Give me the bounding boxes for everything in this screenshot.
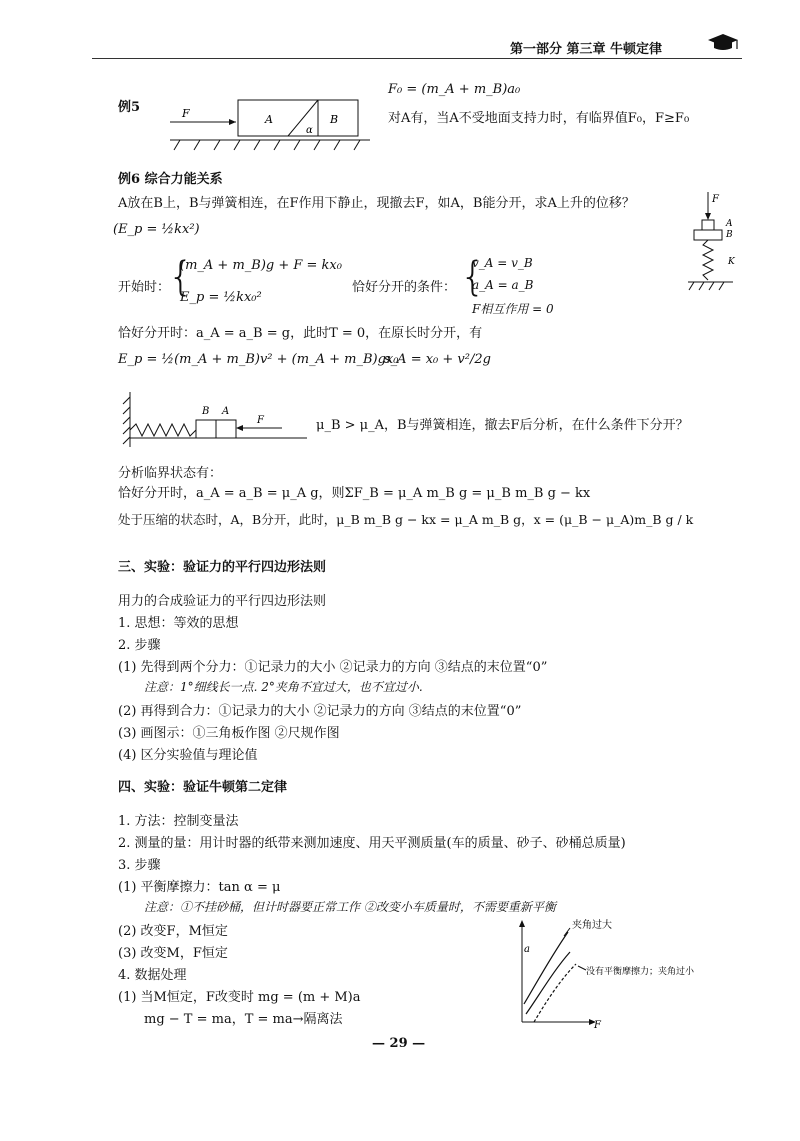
section4-item: (3) 改变M，F恒定 [118, 946, 228, 961]
section4-item: 4. 数据处理 [118, 968, 187, 983]
example5-label: 例5 [118, 100, 141, 115]
spring [703, 240, 713, 280]
friction-figure [122, 392, 312, 452]
block-a [702, 220, 714, 230]
block-b [196, 420, 216, 438]
section4-item: 3. 步骤 [118, 858, 161, 873]
energy-hint: (E_p = ½kx²) [113, 222, 200, 237]
block-a-label: A [265, 113, 273, 126]
block-b-label: B [330, 113, 339, 126]
curve-upper [524, 932, 568, 1004]
block-a-label: A [222, 406, 230, 417]
start-eq2: E_p = ½kx₀² [180, 290, 262, 305]
running-header: 第一部分 第三章 牛顿定律 [510, 42, 663, 57]
section4-item: mg − T = ma，T = ma→隔离法 [144, 1012, 343, 1027]
start-eq1: (m_A + m_B)g + F = kx₀ [180, 258, 342, 273]
section3-item: (3) 画图示：①三角板作图 ②尺规作图 [118, 726, 340, 741]
friction-question: μ_B > μ_A，B与弹簧相连，撤去F后分析，在什么条件下分开？ [316, 418, 689, 433]
section3-intro: 用力的合成验证力的平行四边形法则 [118, 594, 327, 609]
label-angle-too-large: 夹角过大 [572, 920, 612, 931]
page-number: — 29 — [372, 1036, 426, 1051]
block-a [216, 420, 236, 438]
section3-item: (1) 先得到两个分力：①记录力的大小 ②记录力的方向 ③结点的末位置“0” [118, 660, 548, 675]
start-brace: { [168, 254, 194, 300]
start-label: 开始时： [118, 280, 171, 295]
example5-text: 对A有，当A不受地面支持力时，有临界值F₀，F≥F₀ [388, 111, 690, 126]
section4-item: 1. 方法：控制变量法 [118, 814, 239, 829]
analysis-line2: 处于压缩的状态时，A，B分开，此时，μ_B m_B g − kx = μ_A m_B g，x = (μ_B − μ_A)m_B g / k [118, 512, 694, 527]
angle-label: α [306, 125, 313, 136]
graduation-cap-icon [706, 32, 740, 52]
block-a-label: A [726, 219, 733, 229]
label-no-friction-balance: 没有平衡摩擦力；夹角过小 [586, 967, 695, 977]
section3-item: 2. 步骤 [118, 638, 161, 653]
section4-item: (1) 平衡摩擦力：tan α = μ [118, 880, 281, 895]
section3-item: (2) 再得到合力：①记录力的大小 ②记录力的方向 ③结点的末位置“0” [118, 704, 522, 719]
block-b [694, 230, 722, 240]
block-b-label: B [726, 230, 733, 240]
curve-middle [526, 952, 570, 1014]
x-axis-label: F [594, 1020, 601, 1031]
section4-item: (1) 当M恒定，F改变时 mg = (m + M)a [118, 990, 361, 1005]
y-axis-label: a [524, 944, 530, 955]
sep-eq2: a_A = a_B [472, 278, 534, 292]
example6-figure [688, 192, 743, 297]
displacement-equation: s_A = x₀ + v²/2g [384, 352, 491, 367]
analysis-heading: 分析临界状态有： [118, 466, 223, 481]
force-label: F [257, 415, 264, 426]
section3-item: 1. 思想：等效的思想 [118, 616, 239, 631]
header-rule [92, 58, 742, 59]
example6-problem: A放在B上，B与弹簧相连，在F作用下静止，现撤去F，如A，B能分开，求A上升的位移？ [118, 196, 635, 211]
block-b-label: B [202, 406, 210, 417]
example6-label: 例6 综合力能关系 [118, 172, 223, 187]
example5-figure [170, 92, 375, 158]
separation-brace: { [460, 254, 486, 300]
section3-note: 注意：1°细线长一点. 2°夹角不宜过大，也不宜过小. [144, 680, 423, 694]
section3-title: 三、实验：验证力的平行四边形法则 [118, 560, 327, 575]
example5-equation: F₀ = (m_A + m_B)a₀ [388, 82, 521, 97]
energy-equation: E_p = ½(m_A + m_B)v² + (m_A + m_B)gx₀ [118, 352, 399, 367]
spring [130, 424, 196, 436]
analysis-line1: 恰好分开时，a_A = a_B = μ_A g，则ΣF_B = μ_A m_B g = μ_B m_B g − kx [118, 486, 591, 501]
section4-item: (2) 改变F，M恒定 [118, 924, 228, 939]
section4-note: 注意：①不挂砂桶，但计时器要正常工作 ②改变小车质量时，不需要重新平衡 [144, 900, 556, 914]
separation-line: 恰好分开时：a_A = a_B = g，此时T = 0，在原长时分开，有 [118, 326, 483, 341]
spring-label: K [728, 257, 735, 267]
section3-item: (4) 区分实验值与理论值 [118, 748, 258, 763]
section4-item: 2. 测量的量：用计时器的纸带来测加速度、用天平测质量(车的质量、砂子、砂桶总质量) [118, 836, 626, 851]
a-f-graph [508, 918, 748, 1030]
force-label: F [712, 194, 719, 205]
separation-label: 恰好分开的条件： [352, 280, 457, 295]
force-label: F [182, 107, 190, 120]
section4-title: 四、实验：验证牛顿第二定律 [118, 780, 288, 795]
sep-eq3: F相互作用 = 0 [472, 302, 554, 316]
sep-eq1: v_A = v_B [472, 256, 533, 270]
